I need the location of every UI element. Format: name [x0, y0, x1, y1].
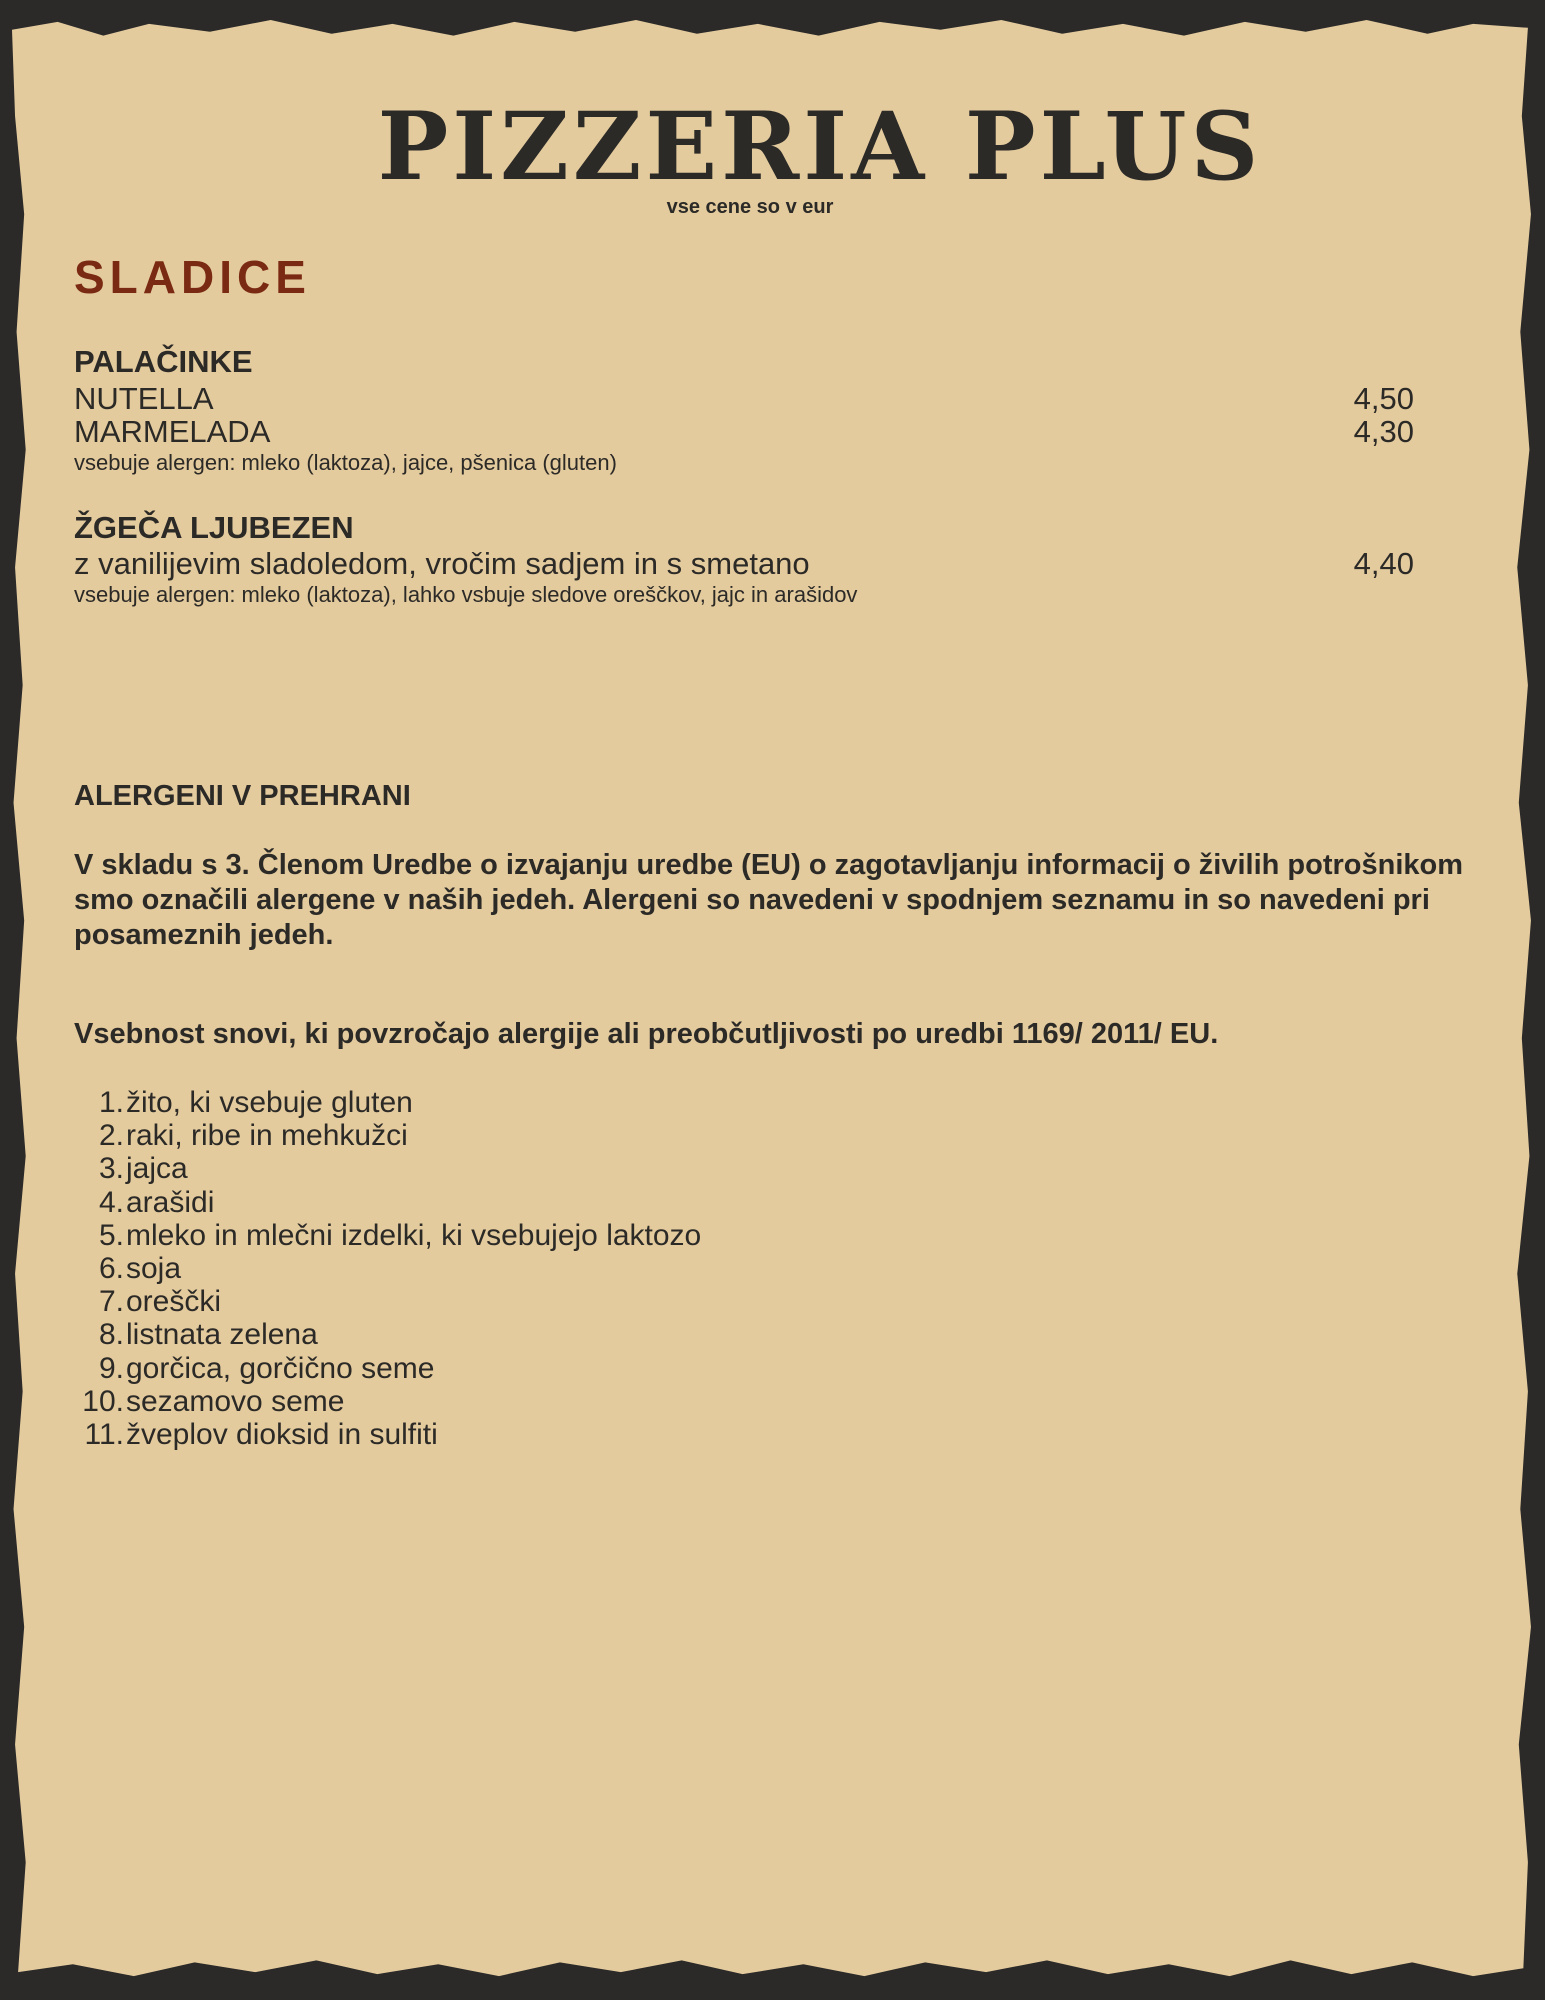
section-title-sladice: SLADICE [74, 251, 311, 303]
allergens-paragraph: V skladu s 3. Členom Uredbe o izvajanju uredbe (EU) o zagotavljanju informacij o živilih potrošnikom smo označili alergene v naših jedeh. Alergeni so navedeni v spodnjem seznamu in so navedeni pri posameznih jedeh. [74, 849, 1464, 951]
list-item: 9. gorčica, gorčično seme [98, 1351, 435, 1385]
list-item: 4. arašidi [98, 1185, 215, 1219]
allergens-heading: ALERGENI V PREHRANI [74, 780, 411, 812]
item-price: 4,40 [1353, 546, 1414, 581]
list-item: 7. oreščki [98, 1285, 222, 1319]
item-title-palacinke: PALAČINKE [74, 344, 253, 379]
item-title-zgeca-ljubezen: ŽGEČA LJUBEZEN [74, 510, 354, 545]
list-item: 2. raki, ribe in mehkužci [98, 1119, 408, 1153]
item-name: NUTELLA [74, 381, 214, 416]
list-item: 5. mleko in mlečni izdelki, ki vsebujejo laktozo [98, 1218, 702, 1252]
item-name: z vanilijevim sladoledom, vročim sadjem in s smetano [74, 546, 810, 581]
list-item: 1. žito, ki vsebuje gluten [98, 1086, 413, 1119]
allergens-regulation: Vsebnost snovi, ki povzročajo alergije ali preobčutljivosti po uredbi 1169/ 2011/ EU. [74, 1018, 1219, 1050]
list-item: 8. listnata zelena [98, 1318, 318, 1352]
item-name: MARMELADA [74, 414, 271, 449]
allergen-list [74, 1086, 701, 1451]
list-item: 11. žveplov dioksid in sulfiti [84, 1418, 438, 1452]
list-item: 3. jajca [98, 1152, 188, 1186]
menu-row [74, 414, 1414, 450]
menu-row [74, 546, 1414, 582]
currency-note: vse cene so v eur [666, 196, 834, 218]
allergen-note: vsebuje alergen: mleko (laktoza), lahko vsbuje sledove oreščkov, jajc in arašidov [74, 582, 858, 607]
item-price: 4,50 [1353, 381, 1414, 416]
list-item: 6. soja [98, 1252, 182, 1286]
list-item: 10. sezamovo seme [82, 1384, 345, 1418]
item-price: 4,30 [1353, 414, 1414, 449]
parchment-background [12, 18, 1534, 1980]
restaurant-title: PIZZERIA PLUS [377, 92, 1263, 202]
menu-row [74, 381, 1414, 417]
allergen-note: vsebuje alergen: mleko (laktoza), jajce, pšenica (gluten) [74, 450, 617, 475]
